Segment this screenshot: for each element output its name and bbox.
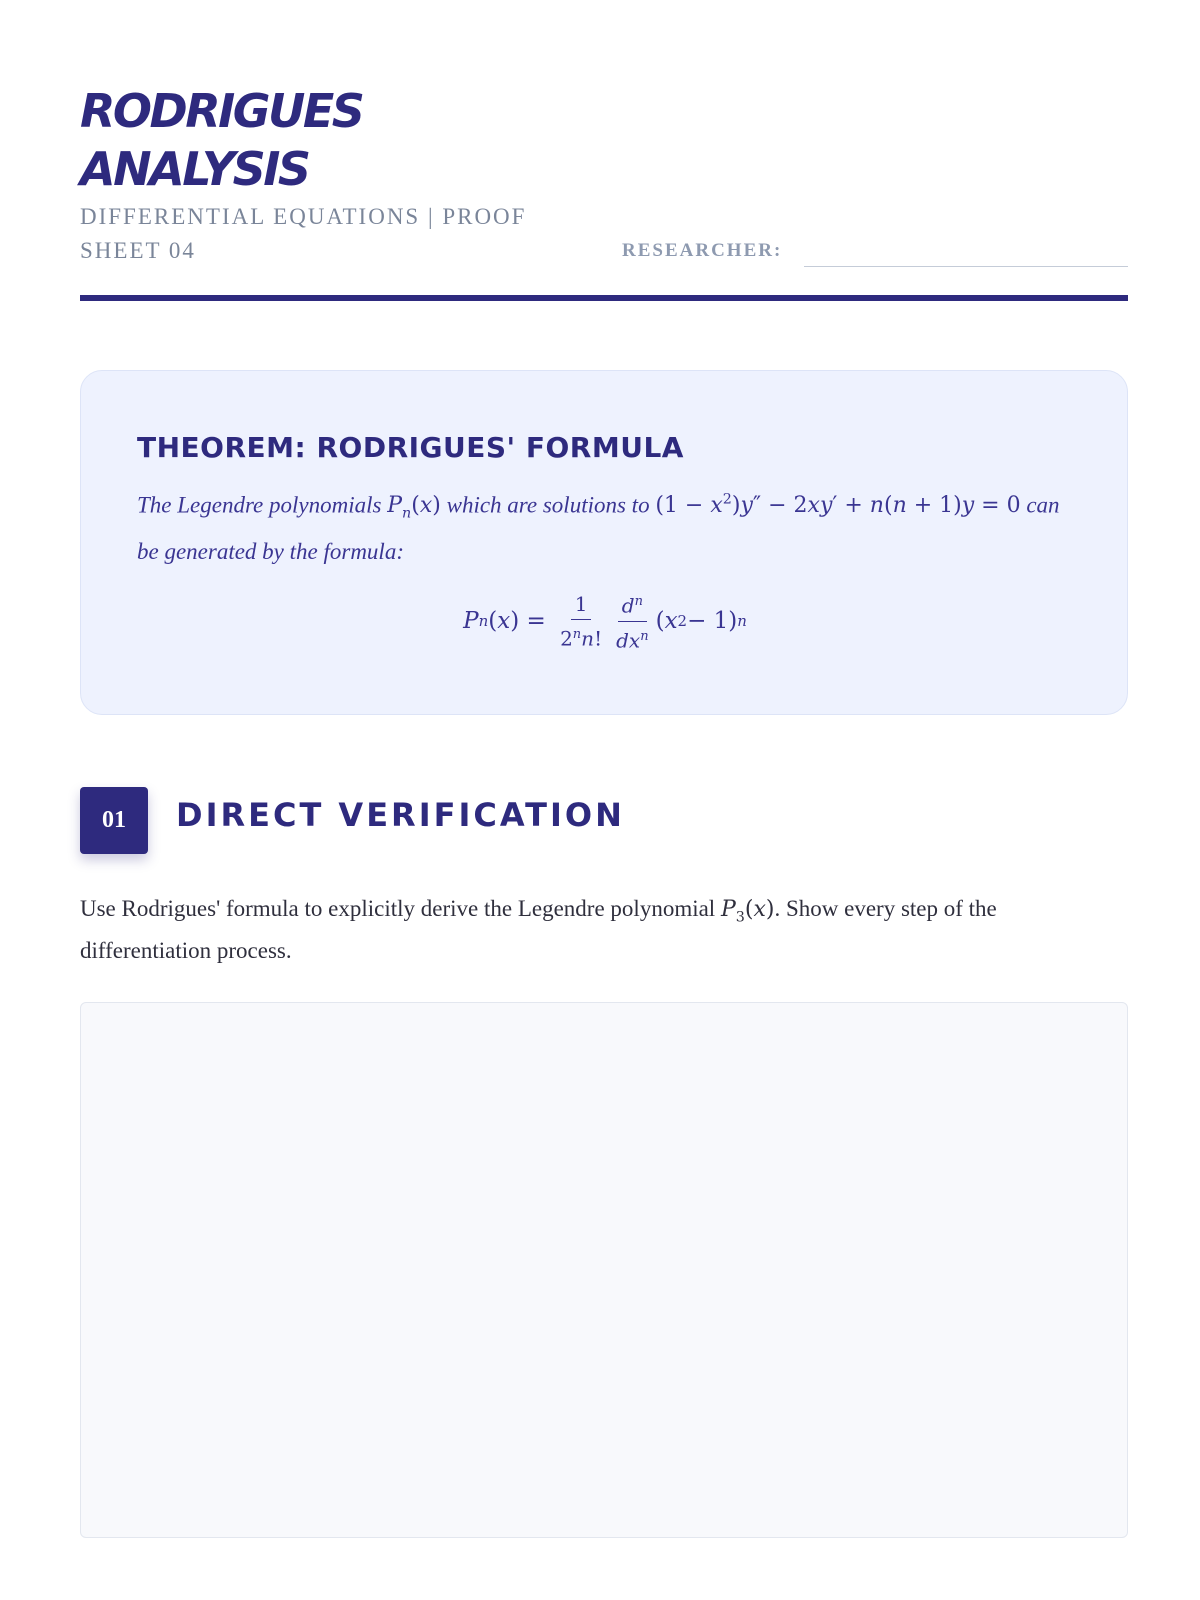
title-line-1: RODRIGUES [80,84,363,138]
theorem-box [80,370,1128,715]
theorem-text-part-2: which are solutions to [440,492,656,518]
theorem-text-part-3: can be generated by the formula: [137,492,1060,564]
theorem-text [137,481,1077,571]
section-text-part-2: . Show every step of the differentiation process. [80,896,997,964]
section-title: DIRECT VERIFICATION [176,796,625,834]
title-line-2: ANALYSIS [80,142,309,196]
page-title [80,82,600,198]
page-subtitle: DIFFERENTIAL EQUATIONS | PROOF SHEET 04 [80,204,527,263]
section-number-badge: 01 [80,787,148,854]
researcher-name-line[interactable] [804,266,1128,267]
answer-area[interactable] [80,1002,1128,1538]
header-divider [80,295,1128,301]
rodrigues-formula: P n ( x ) = $\frac{1}{2^nn!}$ $\frac{d^n}{dx^n}$ ( x 2 − 1) n [81,586,1129,656]
researcher-label: RESEARCHER: [622,240,783,261]
fraction-normalization: $\frac{1}{2^nn!}$ [560,591,603,651]
section-instructions [80,892,1080,968]
section-text-part-1: Use Rodrigues' formula to explicitly derive the Legendre polynomial [80,896,721,921]
math-legendre-ode: $(1 - x^2)y'' - 2xy' + n(n + 1)y = 0$ [655,492,1021,519]
theorem-title: THEOREM: RODRIGUES' FORMULA [137,431,684,464]
math-legendre-pn: $P_n(x)$ [387,493,441,522]
fraction-derivative: $\frac{d^n}{dx^n}$ [612,588,652,654]
theorem-text-part-1: The Legendre polynomials [137,492,388,518]
math-legendre-p3: $P_3(x)$ [720,897,775,926]
researcher-field [622,236,1128,270]
